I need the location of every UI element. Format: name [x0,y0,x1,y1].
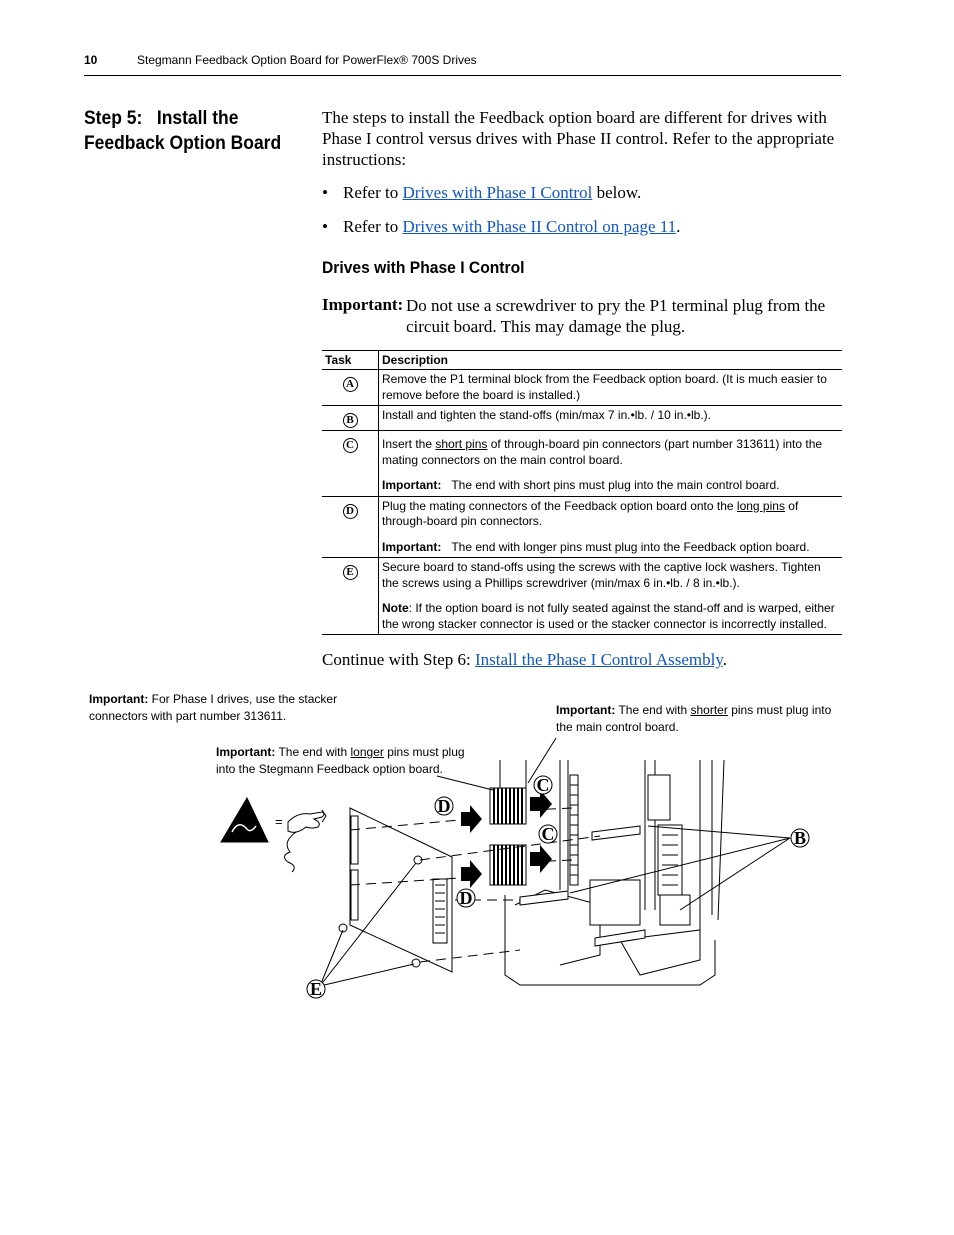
task-letter-e: E [343,565,358,580]
callout-label: Important: [216,745,276,759]
label-text: C [536,775,550,795]
task-letter-b: B [343,413,358,428]
arrow-right-icon [461,860,482,888]
link-phase1-control[interactable]: Drives with Phase I Control [402,183,593,202]
desc-text: Secure board to stand-offs using the screws with the captive lock washers. Tighten the screws using a Phillips screwdriver (min/max 6 in.•lb. / 8 in.•lb.). [382,560,821,590]
diagram-label-c-lower [539,824,557,844]
continue-prefix: Continue with Step 6: [322,650,475,669]
callout-text: pins must plug into the Stegmann Feedback option board. [216,745,465,776]
description-cell: Install and tighten the stand-offs (min/max 7 in.•lb. / 10 in.•lb.). [379,406,843,431]
pin-connector-lower [490,845,526,885]
stand-off-upper [592,826,640,840]
label-text: D [459,888,473,908]
desc-text: of through-board pin connectors (part number 313611) into the mating connectors on the main control board. [382,437,823,467]
row-important-text: The end with short pins must plug into the main control board. [451,478,780,492]
task-letter-a: A [343,377,358,392]
diagram-label-c-upper [534,775,552,795]
label-text: B [793,828,807,848]
stand-off-lower [520,891,568,905]
desc-underlined: short pins [435,437,488,451]
link-phase2-control[interactable]: Drives with Phase II Control on page 11 [402,217,677,236]
section-title-line1: Step 5: Install the [84,108,239,129]
diagram-label-d-upper [435,796,453,816]
callout-text: For Phase I drives, use the stacker connectors with part number 313611. [89,692,338,723]
intro-paragraph: The steps to install the Feedback option board are different for drives with Phase I control versus drives with Phase II control. Refer to the appropriate instructions: [322,108,835,169]
callout-text: The end with [275,745,351,759]
stand-off-right [595,930,645,946]
callout-text: The end with [615,703,691,717]
important-label: Important: [322,295,404,314]
pin-connector-upper [490,760,526,824]
page-number: 10 [84,53,98,67]
desc-underlined: long pins [736,498,785,513]
bullet-prefix: Refer to [343,183,403,202]
equals-sign: = [275,814,283,829]
section-title-line2: Feedback Option Board [84,133,282,154]
label-text: E [309,979,323,999]
row-important-label: Important: [382,539,442,554]
diagram-label-d-lower [457,888,475,908]
feedback-option-board [350,808,452,972]
wrist-strap-icon [284,810,326,872]
row-important-text: The end with longer pins must plug into the Feedback option board. [451,539,810,554]
bullet-suffix: . [676,217,681,236]
row-note-label: Note [382,601,409,615]
label-text: C [541,824,555,844]
description-cell: Remove the P1 terminal block from the Feedback option board. (It is much easier to remove before the board is installed.) [379,370,843,406]
callout-underlined: longer [350,745,384,759]
desc-text: Plug the mating connectors of the Feedback option board onto the [382,498,737,513]
callout-label: Important: [89,692,149,706]
callout-label: Important: [556,703,616,717]
task-letter-d: D [343,504,358,519]
main-board-connector-strip [570,775,578,885]
arrow-right-icon [461,805,482,833]
callout-underlined: shorter [690,703,728,717]
desc-text: of through-board pin connectors. [382,498,799,528]
task-letter-c: C [343,438,358,453]
col-description-header: Description [379,351,843,370]
bullet-dot: • [322,217,328,236]
continue-suffix: . [722,650,727,669]
arrow-right-icon [530,845,552,873]
label-text: D [437,796,451,816]
important-text: Do not use a screwdriver to pry the P1 terminal plug from the circuit board. This may damage the plug. [406,296,826,336]
subheading: Drives with Phase I Control [322,258,525,277]
col-task-header: Task [322,351,379,370]
diagram-label-b [791,828,809,848]
callout-text: pins must plug into the main control board. [556,703,832,734]
row-important-label: Important: [382,478,442,492]
running-header: Stegmann Feedback Option Board for PowerFlex® 700S Drives [137,53,477,67]
bullet-dot: • [322,183,328,202]
row-note-text: : If the option board is not fully seated against the stand-off and is warped, either the wrong stacker connector is used or the stacker connector is incorrectly installed. [382,601,835,631]
bullet-prefix: Refer to [343,217,403,236]
link-install-phase1-assembly[interactable]: Install the Phase I Control Assembly [475,650,723,669]
bullet-suffix: below. [592,183,642,202]
esd-warning-icon [221,798,268,842]
desc-text: Insert the [382,437,436,451]
diagram-label-e [307,979,325,999]
